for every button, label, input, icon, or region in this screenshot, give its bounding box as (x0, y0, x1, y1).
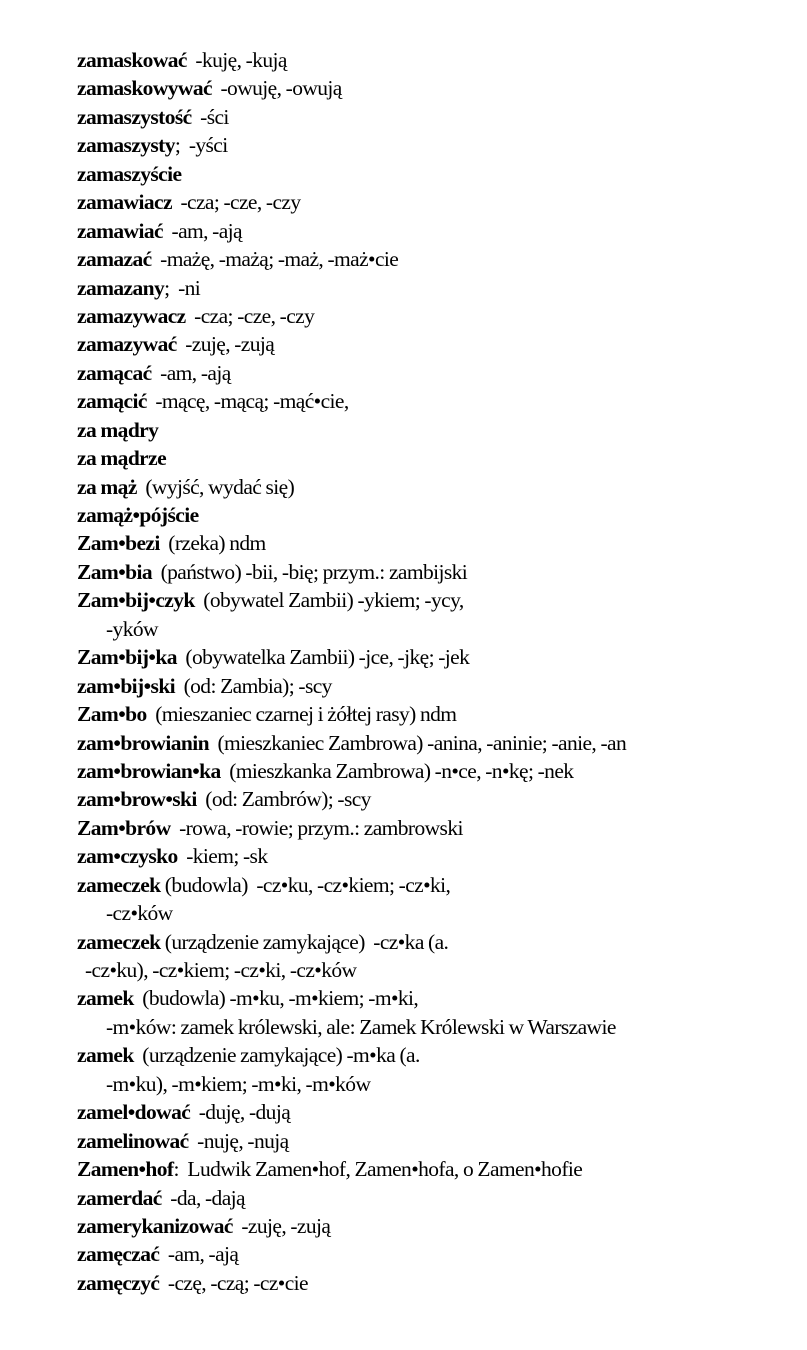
entry-inflection: -mącę, -mącą; -mąć•cie, (146, 389, 349, 414)
entry-headword: zam•czysko (77, 844, 178, 869)
entry-inflection: : Ludwik Zamen•hof, Zamen•hofa, o Zamen•hofie (173, 1157, 583, 1182)
dictionary-entry (77, 1155, 792, 1183)
entry-headword: zamęczyć (77, 1270, 160, 1295)
entry-headword: zamazywacz (77, 303, 186, 328)
entry-inflection: -m•ku), -m•kiem; -m•ki, -m•ków (106, 1071, 371, 1096)
dictionary-entry (77, 387, 792, 415)
entry-inflection: (budowla) -cz•ku, -cz•kiem; -cz•ki, (160, 872, 451, 897)
entry-inflection: -ści (191, 104, 229, 129)
entry-headword: Zam•bij•czyk (77, 588, 195, 613)
entry-headword: zamazany (77, 275, 165, 300)
entry-inflection: (wyjść, wydać się) (136, 474, 295, 499)
dictionary-entry (77, 1127, 792, 1155)
entry-headword: zameczek (77, 929, 161, 954)
entry-headword: zamel•dować (77, 1100, 191, 1125)
dictionary-entry (77, 217, 792, 245)
entry-headword: zam•brow•ski (77, 787, 197, 812)
entry-inflection: -am, -ają (159, 1242, 239, 1267)
dictionary-entry (77, 814, 792, 842)
entry-inflection: -mażę, -mażą; -maż, -maż•cie (151, 247, 399, 272)
dictionary-entry (77, 444, 792, 472)
entry-headword: Zam•bij•ka (77, 645, 177, 670)
dictionary-entry (77, 359, 792, 387)
entry-headword: Zamen•hof (77, 1157, 174, 1182)
entry-headword: zamawiacz (77, 190, 172, 215)
entry-headword: zamazywać (77, 332, 177, 357)
entry-inflection: -cz•ku), -cz•kiem; -cz•ki, -cz•ków (85, 958, 357, 982)
entry-inflection: (urządzenie zamykające) -cz•ka (a. (160, 929, 449, 954)
entry-headword: zamącić (77, 389, 147, 414)
entry-inflection: ; -yści (174, 133, 228, 158)
dictionary-entry (77, 785, 792, 813)
dictionary-entry (77, 416, 792, 444)
dictionary-entry (77, 871, 792, 899)
entry-inflection: -cz•ków (106, 901, 173, 926)
dictionary-entry (77, 757, 792, 785)
entry-inflection: -cza; -cze, -czy (171, 190, 301, 215)
dictionary-entry (77, 46, 792, 74)
entry-headword: Zam•brów (77, 815, 171, 840)
entry-continuation (77, 1013, 792, 1041)
dictionary-entry (77, 1212, 792, 1240)
dictionary-entry (77, 586, 792, 614)
dictionary-entry (77, 245, 792, 273)
dictionary-entry (77, 1098, 792, 1126)
entry-headword: Zam•bezi (77, 531, 160, 556)
dictionary-entry (77, 473, 792, 501)
entry-headword: Zam•bo (77, 702, 147, 727)
entry-headword: zam•bij•ski (77, 673, 176, 698)
entry-inflection: -kuję, -kują (186, 48, 287, 72)
dictionary-entry (77, 700, 792, 728)
entry-inflection: -m•ków: zamek królewski, ale: Zamek Królewski w Warszawie (106, 1014, 616, 1039)
dictionary-entry (77, 842, 792, 870)
entry-continuation (77, 1070, 792, 1098)
entry-inflection: -nuję, -nują (188, 1128, 289, 1153)
entry-headword: zam•browianin (77, 730, 209, 755)
dictionary-entry (77, 928, 792, 956)
entry-headword: zamek (77, 1043, 134, 1068)
dictionary-entry (77, 188, 792, 216)
entry-headword: zamaszyście (77, 161, 182, 186)
entry-inflection: -zuję, -zują (232, 1213, 331, 1238)
entry-headword: zamawiać (77, 218, 163, 243)
dictionary-entry (77, 1269, 792, 1297)
dictionary-entry (77, 672, 792, 700)
entry-inflection: (mieszaniec czarnej i żółtej rasy) ndm (146, 702, 457, 727)
entry-inflection: -am, -ają (151, 360, 231, 385)
dictionary-entry (77, 160, 792, 188)
dictionary-entry (77, 131, 792, 159)
entry-inflection: (mieszkanka Zambrowa) -n•ce, -n•kę; -nek (220, 758, 574, 783)
entry-headword: zamaszystość (77, 104, 192, 129)
entry-inflection: -am, -ają (162, 218, 242, 243)
entry-headword: zamaszysty (77, 133, 175, 158)
entry-inflection: (państwo) -bii, -bię; przym.: zambijski (152, 559, 468, 584)
entry-headword: zamęczać (77, 1242, 160, 1267)
entry-headword: zamąż•pójście (77, 503, 199, 527)
entry-inflection: (urządzenie zamykające) -m•ka (a. (133, 1043, 420, 1068)
entry-headword: za mąż (77, 474, 137, 499)
dictionary-entry (77, 984, 792, 1012)
dictionary-entry (77, 302, 792, 330)
entry-continuation (77, 956, 792, 984)
entry-continuation (77, 899, 792, 927)
dictionary-entry (77, 501, 792, 529)
dictionary-entry (77, 103, 792, 131)
entry-headword: zamaskowywać (77, 76, 212, 101)
entry-inflection: -da, -dają (161, 1185, 245, 1210)
dictionary-entry (77, 558, 792, 586)
entry-headword: zamerykanizować (77, 1213, 233, 1238)
entry-headword: zamącać (77, 360, 152, 385)
dictionary-entry (77, 1240, 792, 1268)
entry-inflection: (obywatelka Zambii) -jce, -jkę; -jek (176, 645, 470, 670)
entry-inflection: (od: Zambia); -scy (175, 673, 332, 698)
entry-inflection: -duję, -dują (190, 1100, 291, 1125)
entry-headword: za mądry (77, 417, 159, 442)
dictionary-entry (77, 274, 792, 302)
entry-headword: Zam•bia (77, 559, 153, 584)
entry-headword: zam•browian•ka (77, 758, 221, 783)
dictionary-entry (77, 1184, 792, 1212)
entry-inflection: ; -ni (164, 275, 201, 300)
entry-headword: zamerdać (77, 1185, 162, 1210)
entry-inflection: -yków (106, 616, 158, 641)
entry-inflection: (od: Zambrów); -scy (196, 787, 371, 812)
entry-inflection: -owuję, -owują (211, 76, 342, 101)
entry-headword: zamazać (77, 247, 152, 272)
entry-headword: zamelinować (77, 1128, 189, 1153)
entry-continuation (77, 615, 792, 643)
entry-inflection: (rzeka) ndm (159, 531, 266, 556)
dictionary-entry (77, 1041, 792, 1069)
entry-headword: za mądrze (77, 446, 167, 471)
dictionary-entry (77, 330, 792, 358)
entry-headword: zameczek (77, 872, 161, 897)
entry-inflection: -czę, -czą; -cz•cie (159, 1270, 308, 1295)
entry-inflection: (obywatel Zambii) -ykiem; -ycy, (194, 588, 464, 613)
entry-inflection: -cza; -cze, -czy (185, 303, 315, 328)
entry-inflection: (mieszkaniec Zambrowa) -anina, -aninie; -anie, -an (208, 730, 627, 755)
entry-inflection: -rowa, -rowie; przym.: zambrowski (170, 815, 463, 840)
dictionary-entry (77, 729, 792, 757)
entry-headword: zamek (77, 986, 134, 1011)
entry-list (77, 46, 792, 1297)
entry-headword: zamaskować (77, 48, 187, 72)
entry-inflection: -zuję, -zują (176, 332, 275, 357)
dictionary-entry (77, 643, 792, 671)
entry-inflection: (budowla) -m•ku, -m•kiem; -m•ki, (133, 986, 419, 1011)
entry-inflection: -kiem; -sk (177, 844, 268, 869)
dictionary-entry (77, 74, 792, 102)
dictionary-entry (77, 529, 792, 557)
